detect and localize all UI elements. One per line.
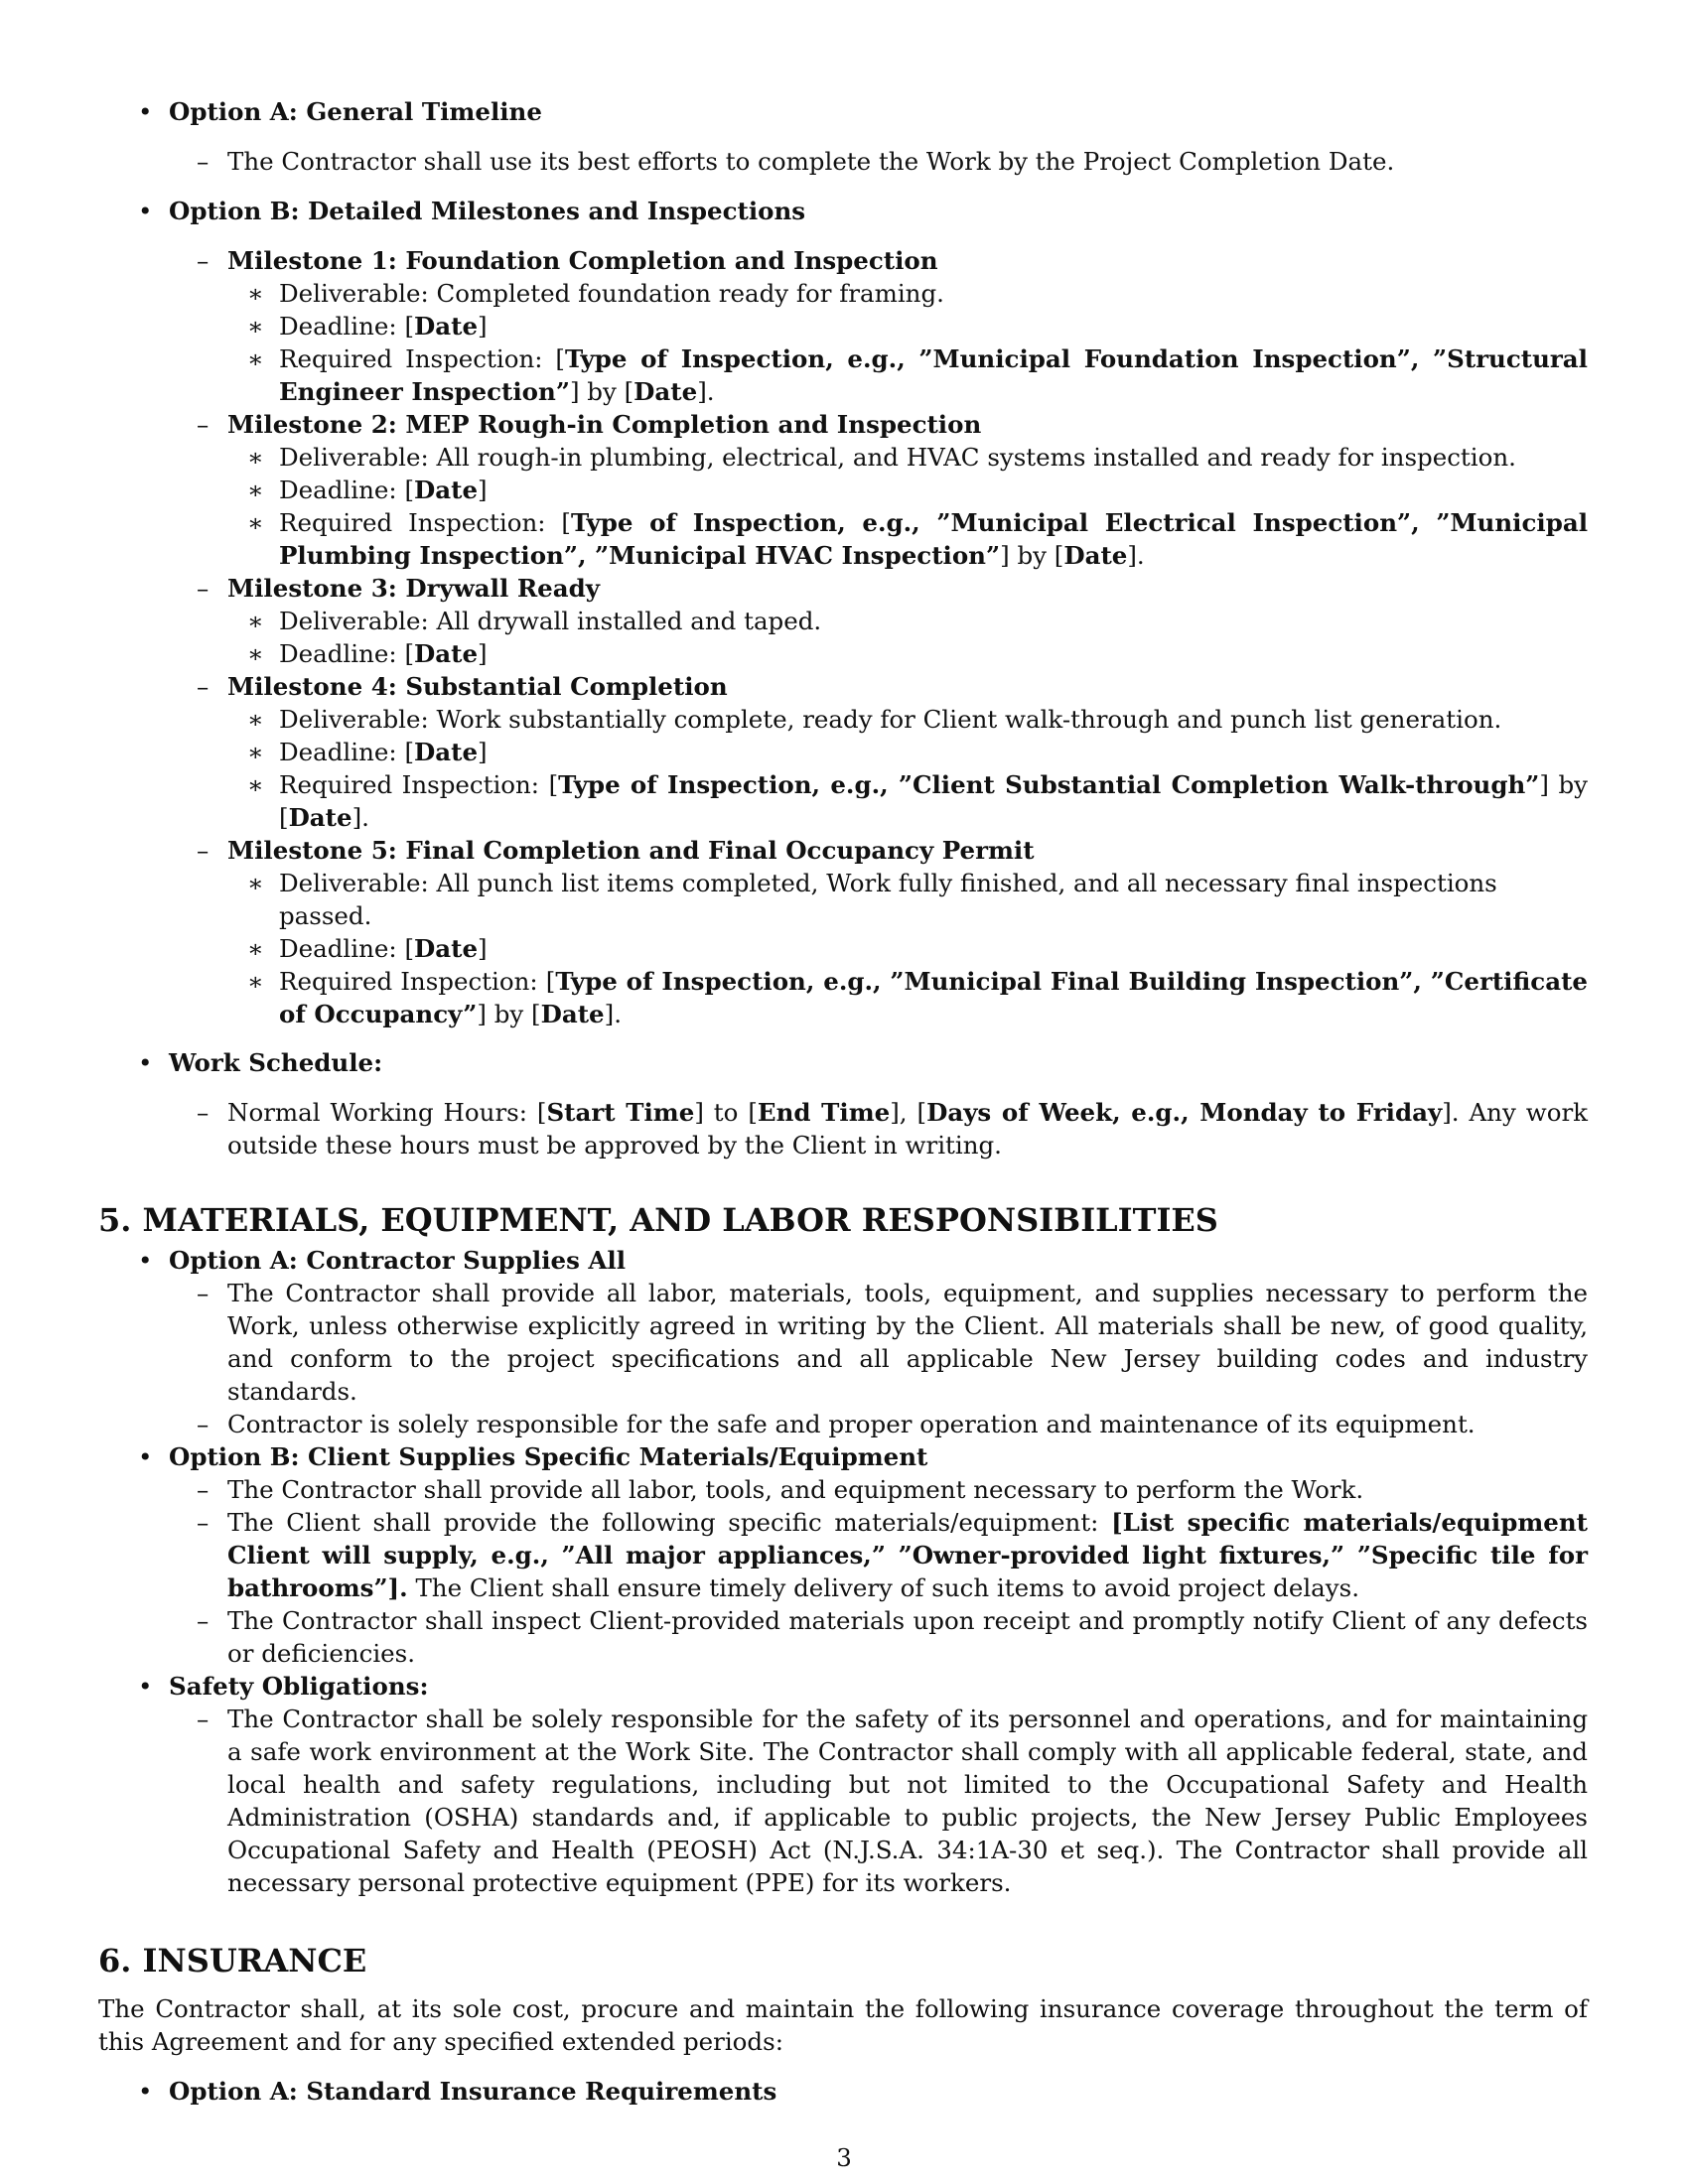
dash-marker: – <box>197 1475 210 1504</box>
placeholder-field: Type of Inspection, e.g., ”Municipal Foundation Inspection”, ”Structural Engineer Inspection” <box>279 344 1588 406</box>
list-item <box>98 1440 1588 1473</box>
list-text: to <box>703 1098 749 1127</box>
dash-marker: – <box>197 1410 210 1438</box>
placeholder-field: Date <box>414 312 479 341</box>
placeholder-field: Date <box>1063 541 1128 570</box>
dash-marker: – <box>197 246 210 275</box>
milestone <box>98 670 1588 703</box>
option-label: Work Schedule: <box>169 1048 383 1077</box>
list-item: – Normal Working Hours: [Start Time] to [End Time], [Days of Week, e.g., Monday to Friday]. Any work outside these hours must be approved by the Client in writing. <box>197 1098 1589 1160</box>
list-text: Deadline: <box>279 639 405 668</box>
star-marker: ∗ <box>247 508 264 537</box>
star-marker: ∗ <box>247 443 264 472</box>
star-marker: ∗ <box>247 770 264 799</box>
bullet-marker: • <box>138 2077 153 2106</box>
star-marker: ∗ <box>247 934 264 963</box>
dash-marker: – <box>197 672 210 701</box>
list-item: ∗ Deadline: [Date] <box>247 476 488 504</box>
list-item <box>98 1277 1588 1408</box>
list-text: The Contractor shall inspect Client-provided materials upon receipt and promptly notify Client of any defects or deficiencies. <box>227 1606 1588 1668</box>
star-marker: ∗ <box>247 607 264 635</box>
placeholder-field: Date <box>414 639 479 668</box>
list-item <box>98 605 1588 637</box>
placeholder-field: Start Time <box>546 1098 695 1127</box>
milestone-title: Milestone 3: Drywall Ready <box>227 574 601 603</box>
star-marker: ∗ <box>247 476 264 504</box>
placeholder-field: Date <box>288 803 352 832</box>
milestone-title: Milestone 2: MEP Rough-in Completion and Inspection <box>227 410 982 439</box>
milestone <box>98 244 1588 277</box>
option-label: Option A: General Timeline <box>169 97 542 126</box>
section-intro: The Contractor shall, at its sole cost, procure and maintain the following insurance coverage throughout the term of this Agreement and for any specified extended periods: <box>98 1994 1588 2056</box>
star-marker: ∗ <box>247 967 264 996</box>
list-text: Deadline: <box>279 476 405 504</box>
star-marker: ∗ <box>247 279 264 308</box>
list-text: , <box>899 1098 917 1127</box>
list-text: Deliverable: All drywall installed and taped. <box>279 607 822 635</box>
placeholder-field: Type of Inspection, e.g., ”Municipal Electrical Inspection”, ”Municipal Plumbing Inspection”, ”Municipal HVAC Inspection” <box>279 508 1589 570</box>
list-item: ∗ Deadline: [Date] <box>247 934 488 963</box>
list-text: Deliverable: All rough-in plumbing, electrical, and HVAC systems installed and ready for inspection. <box>279 443 1516 472</box>
star-marker: ∗ <box>247 869 264 897</box>
placeholder-field: Date <box>414 934 479 963</box>
list-text: Deliverable: All punch list items completed, Work fully finished, and all necessary final inspections passed. <box>279 869 1497 930</box>
dash-marker: – <box>197 1606 210 1635</box>
dash-marker: – <box>197 574 210 603</box>
list-text: by <box>1009 541 1055 570</box>
list-item <box>98 1506 1588 1604</box>
placeholder-field: [List specific materials/equipment Client will supply, e.g., ”All major appliances,” ”Owner-provided light fixtures,” ”Specific tile for bathrooms”]. <box>227 1508 1588 1602</box>
list-item <box>98 1670 1588 1703</box>
placeholder-field: Days of Week, e.g., Monday to Friday <box>926 1098 1443 1127</box>
list-item <box>98 195 1588 227</box>
list-item: ∗ Deadline: [Date] <box>247 312 488 341</box>
list-text: Deadline: <box>279 738 405 766</box>
list-text: Deadline: <box>279 312 405 341</box>
star-marker: ∗ <box>247 344 264 373</box>
option-label: Option A: Contractor Supplies All <box>169 1246 627 1275</box>
placeholder-field: Date <box>414 738 479 766</box>
list-item <box>98 1046 1588 1079</box>
star-marker: ∗ <box>247 738 264 766</box>
list-text: Deliverable: Work substantially complete, ready for Client walk-through and punch list generation. <box>279 705 1502 734</box>
milestone <box>98 408 1588 441</box>
list-item: ∗ Required Inspection: [Type of Inspection, e.g., ”Municipal Foundation Inspection”, ”Structural Engineer Inspection”] by [Date]. <box>247 344 1588 406</box>
list-text: The Client shall ensure timely delivery of such items to avoid project delays. <box>407 1573 1359 1602</box>
star-marker: ∗ <box>247 639 264 668</box>
placeholder-field: Date <box>414 476 479 504</box>
placeholder-field: End Time <box>757 1098 891 1127</box>
milestone <box>98 834 1588 867</box>
list-item <box>98 1473 1588 1506</box>
placeholder-field: Type of Inspection, e.g., ”Municipal Final Building Inspection”, ”Certificate of Occupancy” <box>279 967 1588 1028</box>
placeholder-field: Date <box>633 377 698 406</box>
list-item <box>98 703 1588 736</box>
list-item: ∗ Deadline: [Date] <box>247 639 488 668</box>
dash-marker: – <box>197 147 210 176</box>
option-label: Safety Obligations: <box>169 1672 429 1701</box>
list-text: by <box>1548 770 1589 799</box>
dash-marker: – <box>197 1705 210 1733</box>
list-text: The Contractor shall use its best efforts to complete the Work by the Project Completion Date. <box>227 147 1395 176</box>
list-text: The Contractor shall provide all labor, materials, tools, equipment, and supplies necessary to perform the Work, unless otherwise explicitly agreed in writing by the Client. All materials shall be new, of good quality, and conform to the project specifications and all applicable New Jersey building codes and industry standards. <box>227 1279 1588 1406</box>
dash-marker: – <box>197 836 210 865</box>
list-item <box>98 867 1588 932</box>
list-text: Required Inspection: <box>279 770 549 799</box>
list-item: ∗ Deadline: [Date] <box>247 738 488 766</box>
list-text: Required Inspection: <box>279 967 546 996</box>
list-text: Required Inspection: <box>279 508 562 537</box>
list-item <box>98 277 1588 310</box>
list-item: ∗ Required Inspection: [Type of Inspection, e.g., ”Client Substantial Completion Walk-through”] by [Date]. <box>247 770 1589 832</box>
list-text: by <box>579 377 625 406</box>
dash-marker: – <box>197 410 210 439</box>
list-text: The Contractor shall be solely responsible for the safety of its personnel and operations, and for maintaining a safe work environment at the Work Site. The Contractor shall comply with all applicable federal, state, and local health and safety regulations, including but not limited to the Occupational Safety and Health Administration (OSHA) standards and, if applicable to public projects, the New Jersey Public Employees Occupational Safety and Health (PEOSH) Act (N.J.S.A. 34:1A-30 et seq.). The Contractor shall provide all necessary personal protective equipment (PPE) for its workers. <box>227 1705 1588 1897</box>
milestone-title: Milestone 5: Final Completion and Final Occupancy Permit <box>227 836 1035 865</box>
bullet-marker: • <box>138 197 153 225</box>
placeholder-field: Type of Inspection, e.g., ”Client Substantial Completion Walk-through” <box>558 770 1540 799</box>
list-item <box>98 1408 1588 1440</box>
dash-marker: – <box>197 1279 210 1307</box>
list-item <box>98 95 1588 128</box>
list-text: Normal Working Hours: <box>227 1098 537 1127</box>
star-marker: ∗ <box>247 312 264 341</box>
option-label: Option A: Standard Insurance Requirements <box>169 2077 777 2106</box>
list-text: . Any work outside these hours must be approved by the Client in writing. <box>227 1098 1589 1160</box>
milestone-title: Milestone 1: Foundation Completion and Inspection <box>227 246 938 275</box>
milestone <box>98 572 1588 605</box>
list-item <box>98 2075 1588 2108</box>
section-heading: 5. MATERIALS, EQUIPMENT, AND LABOR RESPONSIBILITIES <box>98 1201 1218 1239</box>
list-text: by <box>486 1000 532 1028</box>
list-text: Contractor is solely responsible for the safe and proper operation and maintenance of its equipment. <box>227 1410 1476 1438</box>
document-page <box>98 95 1588 2108</box>
dash-marker: – <box>197 1508 210 1537</box>
list-text: Required Inspection: <box>279 344 556 373</box>
list-text: Deliverable: Completed foundation ready for framing. <box>279 279 944 308</box>
list-text: The Client shall provide the following specific materials/equipment: <box>227 1508 1112 1537</box>
list-item: ∗ Required Inspection: [Type of Inspection, e.g., ”Municipal Electrical Inspection”, ”Municipal Plumbing Inspection”, ”Municipal HVAC Inspection”] by [Date]. <box>247 508 1589 570</box>
list-item <box>98 1703 1588 1899</box>
list-item <box>98 145 1588 178</box>
bullet-marker: • <box>138 1672 153 1701</box>
page-number: 3 <box>836 2143 852 2172</box>
dash-marker: – <box>197 1098 210 1127</box>
bullet-marker: • <box>138 97 153 126</box>
option-label: Option B: Detailed Milestones and Inspections <box>169 197 806 225</box>
list-item <box>98 1244 1588 1277</box>
bullet-marker: • <box>138 1246 153 1275</box>
placeholder-field: Date <box>540 1000 605 1028</box>
list-text: The Contractor shall provide all labor, tools, and equipment necessary to perform the Work. <box>227 1475 1364 1504</box>
list-text: Deadline: <box>279 934 405 963</box>
list-item <box>98 441 1588 474</box>
bullet-marker: • <box>138 1048 153 1077</box>
list-item: ∗ Required Inspection: [Type of Inspection, e.g., ”Municipal Final Building Inspection”, ”Certificate of Occupancy”] by [Date]. <box>247 967 1588 1028</box>
section-heading: 6. INSURANCE <box>98 1942 367 1979</box>
bullet-marker: • <box>138 1442 153 1471</box>
option-label: Option B: Client Supplies Specific Materials/Equipment <box>169 1442 928 1471</box>
star-marker: ∗ <box>247 705 264 734</box>
list-item <box>98 1604 1588 1670</box>
milestone-title: Milestone 4: Substantial Completion <box>227 672 728 701</box>
